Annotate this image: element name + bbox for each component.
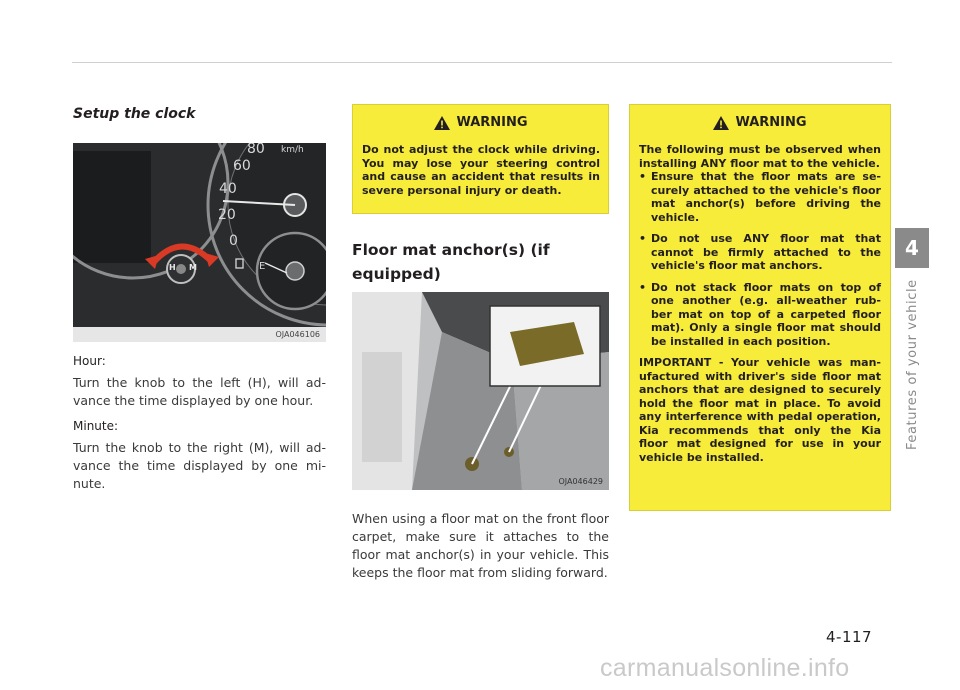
tick-20: 20 [218, 207, 236, 223]
warning-heading [362, 115, 600, 130]
figure-code: OJA046106 [275, 330, 320, 339]
warning-intro: The following must be observed when installing ANY floor mat to the vehicle. [639, 143, 881, 170]
warning-item-text: Do not stack floor mats on top of one another (e.g. all-weather rub-ber mat on top of a carpeted floor mat). Only a single floor mat should be installed in each position. [651, 280, 881, 348]
tick-40: 40 [219, 181, 237, 197]
page-number: 4-117 [826, 628, 873, 646]
warning-list-item [639, 232, 881, 273]
warning-icon-2 [713, 116, 729, 130]
chapter-tab [895, 228, 929, 268]
clock-title: Setup the clock [73, 106, 196, 122]
speed-unit: km/h [281, 145, 304, 155]
header-rule [72, 62, 892, 63]
floor-mat-title: Floor mat anchor(s) (if equipped) [352, 241, 550, 283]
bullet: • [639, 232, 647, 245]
minute-text: Turn the knob to the right (M), will ad-vance the time displayed by one mi-nute. [73, 440, 326, 491]
floor-mat-illustration [352, 292, 609, 490]
warning-list-item [639, 170, 881, 224]
figure-code-floor: OJA046429 [558, 477, 603, 486]
warning-item-text: Do not use ANY floor mat that cannot be firmly attached to the vehicle's floor mat anchors. [651, 232, 881, 272]
warning-box-floor-mat [629, 104, 891, 511]
bullet: • [639, 280, 647, 294]
warning-icon [434, 116, 450, 130]
floor-mat-figure [352, 292, 609, 490]
warning-list-item [639, 281, 881, 349]
floor-mat-text: When using a floor mat on the front floor carpet, make sure it attaches to the floor mat anchor(s) in your vehicle. This keeps the floor mat from sliding forward. [352, 511, 609, 580]
watermark: carmanualsonline.info [600, 654, 850, 682]
bullet: • [639, 170, 647, 183]
warning-box-clock [352, 104, 609, 214]
warning-text: Do not adjust the clock while driving. You may lose your steering control and cause an accident that results in severe personal injury or death. [362, 143, 600, 197]
warning-heading-text-2: WARNING [735, 115, 807, 130]
warning-heading-2 [639, 115, 881, 130]
warning-heading-text: WARNING [456, 115, 528, 130]
tick-60: 60 [233, 158, 251, 174]
clock-figure [73, 143, 326, 342]
instrument-cluster-image [73, 143, 326, 327]
chapter-label: Features of your vehicle [905, 279, 920, 450]
warning-item-text: Ensure that the floor mats are se-curely attached to the vehicle's floor mat anchor(s) before driving the vehicle. [651, 170, 881, 224]
knob-label-h: H [169, 263, 176, 272]
tick-80: 80 [247, 143, 265, 157]
minute-label: Minute: [73, 419, 119, 433]
fuel-empty-label: E [259, 261, 266, 272]
warning-list [639, 170, 881, 348]
knob-label-m: M [189, 263, 197, 272]
hour-label: Hour: [73, 354, 106, 368]
tick-0: 0 [229, 233, 238, 249]
warning-important: IMPORTANT - Your vehicle was man-ufactured with driver's side floor mat anchors that are designed to securely hold the floor mat in place. To avoid any interference with pedal operation, Kia recommends that only the Kia floor mat designed for use in your vehicle be installed. [639, 356, 881, 464]
hour-text: Turn the knob to the left (H), will ad-vance the time displayed by one hour. [73, 375, 326, 408]
chapter-number: 4 [905, 236, 919, 260]
